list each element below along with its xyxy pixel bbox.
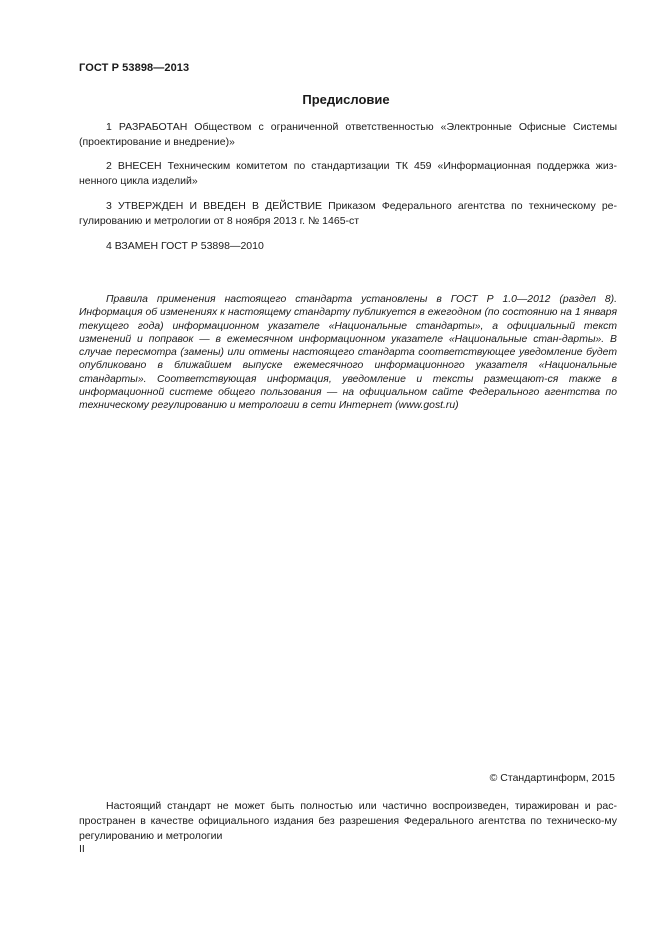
reproduction-notice bbox=[79, 799, 617, 844]
foreword-item-text: 4 ВЗАМЕН ГОСТ Р 53898—2010 bbox=[106, 240, 264, 252]
foreword-item-text: 3 УТВЕРЖДЕН И ВВЕДЕН В ДЕЙСТВИЕ Приказом Федерального агентства по техническому ре-гулированию и метрологии от 8 ноября 2013 г. № 1465-ст bbox=[79, 200, 617, 227]
foreword-item-2 bbox=[79, 159, 617, 189]
application-rules-notice bbox=[79, 293, 617, 413]
copyright: © Стандартинформ, 2015 bbox=[489, 772, 615, 784]
foreword-item-1 bbox=[79, 120, 617, 150]
page-title: Предисловие bbox=[302, 92, 390, 107]
foreword-item-text: 1 РАЗРАБОТАН Обществом с ограниченной ответственностью «Электронные Офисные Системы (проектирование и внедрение)» bbox=[79, 121, 617, 148]
foreword-item-4 bbox=[79, 239, 617, 254]
foreword-item-text: 2 ВНЕСЕН Техническим комитетом по стандартизации ТК 459 «Информационная поддержка жиз-ненного цикла изделий» bbox=[79, 160, 617, 187]
page-number: II bbox=[79, 843, 85, 855]
document-header: ГОСТ Р 53898—2013 bbox=[79, 62, 190, 74]
notice-text: Правила применения настоящего стандарта установлены в ГОСТ Р 1.0—2012 (раздел 8). Информация об изменениях к настоящему стандарту публикуется в ежегодном (по состоянию на 1 января текущего года) информационном указателе «Национальные стандарты», а официальный текст изменений и поправок — в ежемесячном информационном указателе «Национальные стан-дарты». В случае пересмотра (замены) или отмены настоящего стандарта соответствующее уведомление будет опубликовано в ближайшем выпуске ежемесячного информационного указателя «Национальные стандарты». Соответствующая информация, уведомление и тексты размещают-ся также в информационной системе общего пользования — на официальном сайте Федерального агентства по техническому регулированию и метрологии в сети Интернет (www.gost.ru) bbox=[79, 294, 617, 412]
foreword-item-3 bbox=[79, 199, 617, 229]
reproduction-notice-text: Настоящий стандарт не может быть полностью или частично воспроизведен, тиражирован и рас-пространен в качестве официального издания без разрешения Федерального агентства по техническо-му регулированию и метрологии bbox=[79, 800, 617, 842]
